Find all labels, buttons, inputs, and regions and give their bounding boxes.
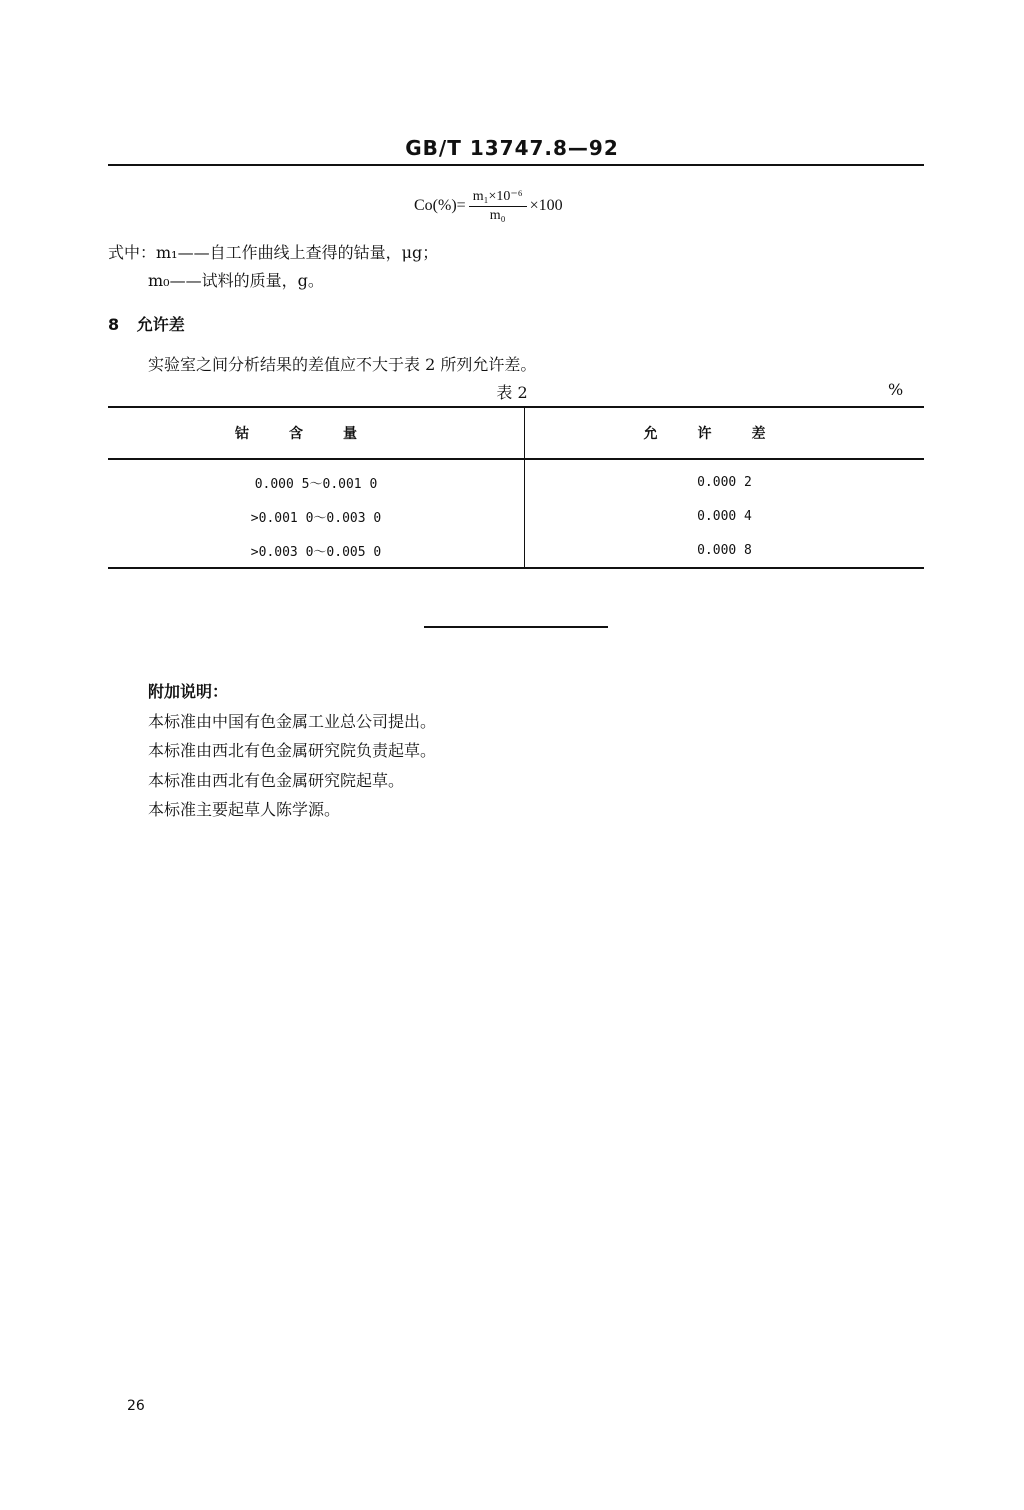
note-line: 本标准由西北有色金属研究院起草。 [148,770,405,790]
table-caption: 表 2 [496,383,528,402]
table-cell: 0.000 8 [525,533,925,568]
formula-tail: ×100 [529,197,563,214]
allowance-table [108,406,924,569]
formula-denominator: m₀ [489,208,506,223]
formula-fraction [469,188,527,224]
page-number: 26 [127,1398,145,1414]
definition-m1: 式中：m₁——自工作曲线上查得的钴量，μg； [108,243,439,262]
table-header-row [108,407,924,459]
standard-code-header: GB/T 13747.8—92 [405,136,619,160]
formula-numerator: m₁×10⁻⁶ [469,188,527,207]
notes-heading: 附加说明： [148,682,229,701]
note-line: 本标准由中国有色金属工业总公司提出。 [148,711,437,731]
end-rule [424,626,608,628]
table-cell: >0.001 0～0.003 0 [108,499,525,533]
table-cell: 0.000 2 [697,474,752,490]
table-row [108,459,924,499]
table-cell: 0.000 4 [697,508,752,524]
section-heading [108,312,185,335]
section-paragraph: 实验室之间分析结果的差值应不大于表 2 所列允许差。 [148,355,537,374]
formula-lhs: Co(%)= [414,197,466,214]
additional-notes [148,677,436,825]
note-line: 本标准主要起草人陈学源。 [148,800,341,819]
formula [414,188,563,224]
header-allowance: 允许差 [525,407,925,459]
table-row [108,533,924,568]
table-cell: >0.003 0～0.005 0 [108,533,525,568]
note-line: 本标准由西北有色金属研究院负责起草。 [148,741,437,760]
table-unit: % [888,380,904,399]
section-number: 8 [108,315,120,334]
header-rule [108,164,924,166]
header-cobalt-content: 钴含量 [108,407,525,459]
table-row [108,499,924,533]
table-cell: 0.000 5～0.001 0 [108,459,525,499]
definition-m0: m₀——试料的质量，g。 [148,271,324,290]
section-title: 允许差 [136,315,185,334]
